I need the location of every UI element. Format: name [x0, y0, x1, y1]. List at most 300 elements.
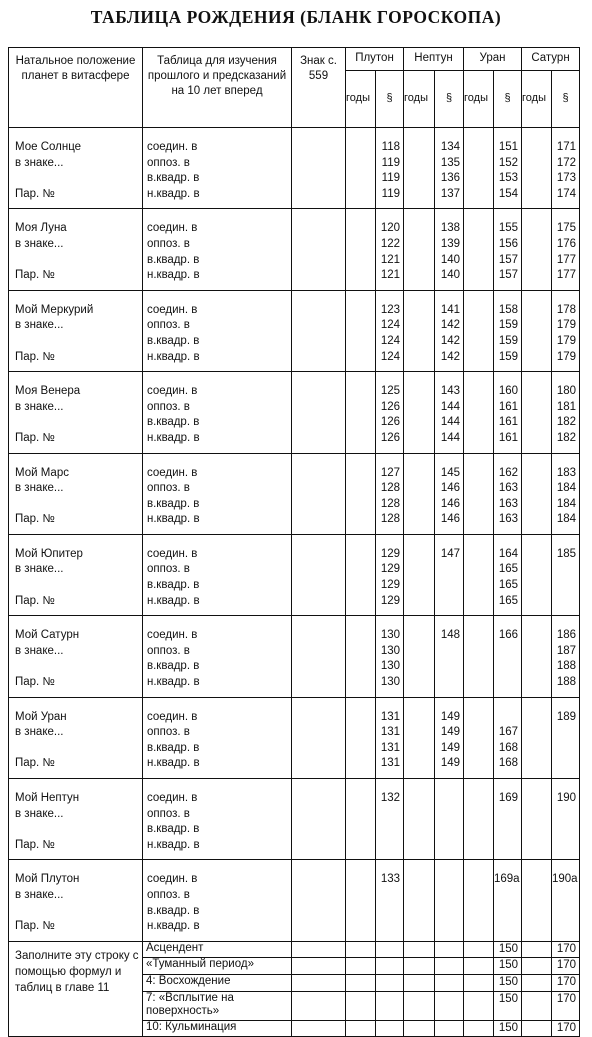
section-number: 173 — [556, 172, 576, 185]
section-number: 134 — [440, 141, 460, 153]
paragraph-prompt: Пар. № — [15, 676, 55, 689]
saturn-years-cell — [522, 128, 552, 209]
section-number: 162 — [498, 466, 518, 479]
sub-years: годы — [464, 71, 494, 128]
section-number: 149 — [440, 726, 460, 739]
section-number — [552, 741, 576, 757]
sub-years: годы — [404, 71, 435, 128]
aspects-cell — [143, 128, 292, 209]
aspect-label: в.квадр. в — [147, 660, 200, 673]
bottom-saturn-value: 170 — [552, 958, 580, 975]
section-number: 121 — [380, 269, 400, 282]
planet-name: Мой Нептун — [15, 792, 80, 804]
planet-row — [9, 453, 580, 534]
section-number: 125 — [380, 385, 400, 398]
uranus-section-cell — [494, 616, 522, 697]
section-number — [435, 644, 460, 660]
aspects-cell — [143, 209, 292, 290]
aspect-label: оппоз. в — [147, 319, 190, 332]
section-number: 159 — [498, 350, 518, 363]
section-number — [435, 791, 460, 807]
paragraph-prompt: Пар. № — [15, 350, 55, 363]
pluto-years-cell — [346, 779, 376, 860]
uranus-years-cell — [464, 616, 494, 697]
section-number — [435, 578, 460, 594]
aspect-label: н.квадр. в — [147, 350, 200, 363]
paragraph-prompt: Пар. № — [15, 513, 55, 526]
section-number: 163 — [498, 513, 518, 526]
pluto-section-cell — [376, 779, 404, 860]
saturn-section-cell — [552, 697, 580, 778]
birth-chart-table — [8, 47, 580, 1037]
section-number: 184 — [556, 482, 576, 495]
aspects-cell — [143, 697, 292, 778]
section-number — [435, 904, 460, 920]
section-number: 120 — [380, 222, 400, 235]
pluto-section-cell — [376, 372, 404, 453]
saturn-section-cell — [552, 860, 580, 941]
neptune-years-cell — [404, 453, 435, 534]
section-number: 138 — [440, 222, 460, 235]
section-number: 128 — [380, 513, 400, 526]
pluto-years-cell — [346, 372, 376, 453]
uranus-section-cell — [494, 209, 522, 290]
aspect-label: оппоз. в — [147, 482, 190, 495]
section-number: 131 — [380, 741, 400, 754]
uranus-years-cell — [464, 209, 494, 290]
planet-name: Мой Меркурий — [15, 303, 94, 316]
section-number — [376, 919, 400, 935]
saturn-years-cell — [522, 453, 552, 534]
section-number: 143 — [440, 385, 460, 398]
section-number: 165 — [498, 563, 518, 576]
sign-prompt: в знаке... — [15, 319, 64, 332]
section-number — [494, 904, 518, 920]
header-natal: Натальное положение планет в витасфере — [9, 48, 143, 128]
pluto-section-cell — [376, 860, 404, 941]
section-number: 149 — [440, 741, 460, 754]
section-number — [376, 838, 400, 854]
aspect-label: оппоз. в — [147, 563, 190, 576]
uranus-section-cell — [494, 372, 522, 453]
neptune-section-cell — [435, 453, 464, 534]
aspect-label: соедин. в — [147, 303, 198, 316]
sign-prompt: в знаке... — [15, 807, 64, 820]
neptune-years-cell — [404, 290, 435, 371]
header-uranus: Уран — [464, 48, 522, 71]
spacer — [15, 578, 142, 594]
section-number: 177 — [556, 253, 576, 266]
pluto-years-cell — [346, 128, 376, 209]
page-title: ТАБЛИЦА РОЖДЕНИЯ (БЛАНК ГОРОСКОПА) — [90, 7, 502, 27]
section-number: 131 — [380, 710, 400, 723]
neptune-section-cell — [435, 616, 464, 697]
saturn-years-cell — [522, 372, 552, 453]
uranus-years-cell — [464, 534, 494, 615]
section-number: 119 — [381, 156, 400, 169]
aspect-label: н.квадр. в — [147, 594, 200, 607]
bottom-saturn-value: 170 — [552, 974, 580, 991]
planet-name: Мое Солнце — [15, 141, 82, 153]
saturn-section-cell — [552, 779, 580, 860]
section-number: 146 — [440, 513, 460, 526]
bottom-row — [9, 941, 580, 958]
section-number: 130 — [380, 660, 400, 673]
saturn-section-cell — [552, 128, 580, 209]
section-number: 184 — [556, 513, 576, 526]
neptune-years-cell — [404, 779, 435, 860]
section-number: 130 — [380, 644, 400, 657]
aspect-label: соедин. в — [147, 792, 198, 804]
spacer — [15, 253, 142, 269]
section-number: 180 — [556, 385, 576, 398]
planet-name: Мой Сатурн — [15, 629, 80, 642]
section-number: 172 — [556, 156, 576, 169]
section-number: 169а — [494, 873, 520, 886]
section-number: 142 — [440, 319, 460, 332]
saturn-years-cell — [522, 697, 552, 778]
paragraph-prompt: Пар. № — [15, 431, 55, 444]
uranus-years-cell — [464, 453, 494, 534]
sign-prompt: в знаке... — [15, 482, 64, 495]
header-row — [9, 48, 580, 71]
section-number: 152 — [498, 156, 518, 169]
section-number: 179 — [556, 319, 576, 332]
sub-section: § — [552, 71, 580, 128]
sign-prompt: в знаке... — [15, 237, 64, 250]
saturn-years-cell — [522, 209, 552, 290]
spacer — [15, 659, 142, 675]
aspect-label: в.квадр. в — [147, 579, 200, 592]
section-number: 128 — [380, 482, 400, 495]
spacer — [15, 822, 142, 838]
section-number: 126 — [380, 400, 400, 413]
section-number — [552, 756, 576, 772]
section-number: 136 — [440, 172, 460, 185]
section-number: 142 — [440, 334, 460, 347]
section-number: 179 — [556, 350, 576, 363]
sign-prompt: в знаке... — [15, 888, 64, 901]
section-number: 156 — [498, 237, 518, 250]
section-number: 130 — [380, 676, 400, 689]
aspect-label: соедин. в — [147, 629, 198, 642]
section-number: 165 — [498, 594, 518, 607]
uranus-section-cell — [494, 779, 522, 860]
bottom-item-label: «Туманный период» — [143, 958, 292, 975]
uranus-section-cell — [494, 128, 522, 209]
aspect-label: оппоз. в — [147, 644, 190, 657]
saturn-years-cell — [522, 616, 552, 697]
paragraph-prompt: Пар. № — [15, 838, 55, 851]
sub-section: § — [494, 71, 522, 128]
header-sign: Знак с. 559 — [292, 48, 346, 128]
aspect-label: в.квадр. в — [147, 741, 200, 754]
planet-name: Мой Юпитер — [15, 547, 83, 560]
section-number: 133 — [380, 873, 400, 886]
saturn-years-cell — [522, 860, 552, 941]
sub-section: § — [435, 71, 464, 128]
section-number: 127 — [380, 466, 400, 479]
section-number: 157 — [498, 269, 518, 282]
section-number — [552, 807, 576, 823]
section-number: 167 — [498, 726, 518, 739]
aspect-label: н.квадр. в — [147, 187, 200, 200]
section-number — [435, 888, 460, 904]
section-number: 163 — [498, 497, 518, 510]
neptune-section-cell — [435, 290, 464, 371]
pluto-section-cell — [376, 534, 404, 615]
planet-name: Мой Уран — [15, 710, 67, 723]
natal-position-cell — [9, 697, 143, 778]
aspect-label: соедин. в — [147, 222, 198, 235]
aspect-label: в.квадр. в — [147, 904, 200, 917]
bottom-instruction: Заполните эту строку с помощью формул и таблиц в главе 11 — [9, 941, 143, 1036]
section-number: 185 — [556, 547, 576, 560]
section-number: 154 — [498, 187, 518, 200]
section-number: 161 — [498, 400, 518, 413]
paragraph-prompt: Пар. № — [15, 757, 55, 770]
uranus-years-cell — [464, 290, 494, 371]
bottom-saturn-value: 170 — [552, 1020, 580, 1037]
uranus-section-cell — [494, 860, 522, 941]
uranus-years-cell — [464, 372, 494, 453]
sign-cell — [292, 860, 346, 941]
section-number: 187 — [556, 644, 576, 657]
pluto-years-cell — [346, 860, 376, 941]
section-number: 182 — [556, 431, 576, 444]
bottom-item-label: Асцендент — [143, 941, 292, 958]
section-number: 140 — [440, 269, 460, 282]
section-number: 128 — [380, 497, 400, 510]
bottom-item-label: 10: Кульминация — [143, 1020, 292, 1037]
planet-row — [9, 534, 580, 615]
aspect-label: н.квадр. в — [147, 676, 200, 689]
planet-name: Мой Марс — [15, 466, 69, 479]
section-number: 144 — [440, 400, 460, 413]
section-number: 149 — [440, 710, 460, 723]
section-number — [494, 644, 518, 660]
section-number — [552, 594, 576, 610]
aspects-cell — [143, 616, 292, 697]
header-saturn: Сатурн — [522, 48, 580, 71]
section-number — [376, 888, 400, 904]
section-number: 122 — [380, 237, 400, 250]
section-number — [552, 838, 576, 854]
pluto-years-cell — [346, 697, 376, 778]
section-number — [494, 838, 518, 854]
section-number — [435, 675, 460, 691]
neptune-years-cell — [404, 209, 435, 290]
section-number — [435, 822, 460, 838]
aspect-label: в.квадр. в — [147, 253, 200, 266]
section-number — [552, 578, 576, 594]
section-number: 178 — [556, 303, 576, 316]
spacer — [15, 741, 142, 757]
section-number — [552, 919, 576, 935]
natal-position-cell — [9, 209, 143, 290]
saturn-section-cell — [552, 209, 580, 290]
section-number: 161 — [498, 416, 518, 429]
section-number — [376, 904, 400, 920]
section-number: 189 — [556, 710, 576, 723]
aspect-label: оппоз. в — [147, 237, 190, 250]
aspect-label: в.квадр. в — [147, 497, 200, 510]
section-number — [552, 888, 576, 904]
uranus-years-cell — [464, 779, 494, 860]
sign-cell — [292, 128, 346, 209]
pluto-years-cell — [346, 453, 376, 534]
sign-cell — [292, 616, 346, 697]
section-number: 119 — [381, 187, 400, 200]
section-number: 182 — [556, 416, 576, 429]
section-number: 130 — [380, 629, 400, 642]
section-number: 174 — [556, 187, 576, 200]
sign-prompt: в знаке... — [15, 726, 64, 739]
aspects-cell — [143, 779, 292, 860]
section-number — [494, 822, 518, 838]
uranus-section-cell — [494, 534, 522, 615]
neptune-years-cell — [404, 860, 435, 941]
aspect-label: н.квадр. в — [147, 838, 200, 851]
section-number: 147 — [440, 547, 460, 560]
section-number: 176 — [556, 237, 576, 250]
section-number: 186 — [556, 629, 576, 642]
aspect-label: в.квадр. в — [147, 334, 200, 347]
pluto-section-cell — [376, 697, 404, 778]
section-number: 139 — [440, 237, 460, 250]
section-number: 159 — [498, 334, 518, 347]
aspect-label: соедин. в — [147, 466, 198, 479]
section-number — [552, 562, 576, 578]
uranus-years-cell — [464, 697, 494, 778]
aspects-cell — [143, 453, 292, 534]
pluto-years-cell — [346, 290, 376, 371]
section-number: 159 — [498, 319, 518, 332]
sign-cell — [292, 209, 346, 290]
section-number: 131 — [380, 757, 400, 770]
spacer — [15, 334, 142, 350]
pluto-section-cell — [376, 128, 404, 209]
section-number — [435, 838, 460, 854]
section-number: 168 — [498, 741, 518, 754]
section-number: 165 — [498, 579, 518, 592]
section-number: 149 — [440, 757, 460, 770]
aspect-label: оппоз. в — [147, 400, 190, 413]
section-number: 124 — [380, 319, 400, 332]
section-number — [435, 562, 460, 578]
bottom-uranus-value: 150 — [494, 1020, 522, 1037]
section-number — [552, 725, 576, 741]
section-number: 190 — [556, 792, 576, 804]
sign-prompt: в знаке... — [15, 563, 64, 576]
saturn-section-cell — [552, 453, 580, 534]
pluto-years-cell — [346, 534, 376, 615]
sign-cell — [292, 534, 346, 615]
section-number: 129 — [380, 547, 400, 560]
sign-cell — [292, 372, 346, 453]
uranus-section-cell — [494, 290, 522, 371]
sign-prompt: в знаке... — [15, 400, 64, 413]
aspects-cell — [143, 860, 292, 941]
uranus-years-cell — [464, 128, 494, 209]
section-number: 188 — [556, 660, 576, 673]
section-number — [494, 659, 518, 675]
uranus-section-cell — [494, 453, 522, 534]
header-pluto: Плутон — [346, 48, 404, 71]
section-number: 164 — [498, 547, 518, 560]
spacer — [15, 497, 142, 513]
aspects-cell — [143, 534, 292, 615]
neptune-section-cell — [435, 697, 464, 778]
section-number: 160 — [498, 385, 518, 398]
neptune-section-cell — [435, 860, 464, 941]
aspect-label: соедин. в — [147, 710, 198, 723]
uranus-years-cell — [464, 860, 494, 941]
planet-name: Моя Луна — [15, 222, 67, 235]
sign-prompt: в знаке... — [15, 156, 64, 169]
saturn-years-cell — [522, 779, 552, 860]
sign-cell — [292, 697, 346, 778]
section-number: 163 — [498, 482, 518, 495]
neptune-section-cell — [435, 209, 464, 290]
pluto-section-cell — [376, 453, 404, 534]
section-number: 119 — [381, 172, 400, 185]
aspect-label: н.квадр. в — [147, 513, 200, 526]
section-number: 155 — [498, 222, 518, 235]
section-number: 166 — [498, 629, 518, 642]
saturn-section-cell — [552, 290, 580, 371]
header-table: Таблица для изучения прошлого и предсказаний на 10 лет вперед — [143, 48, 292, 128]
aspect-label: соедин. в — [147, 385, 198, 398]
section-number: 131 — [380, 726, 400, 739]
saturn-section-cell — [552, 372, 580, 453]
planet-row — [9, 697, 580, 778]
pluto-section-cell — [376, 209, 404, 290]
aspect-label: соедин. в — [147, 141, 198, 153]
section-number — [435, 807, 460, 823]
saturn-section-cell — [552, 534, 580, 615]
section-number — [435, 872, 460, 888]
section-number — [435, 919, 460, 935]
section-number: 183 — [556, 466, 576, 479]
paragraph-prompt: Пар. № — [15, 920, 55, 933]
aspect-label: в.квадр. в — [147, 823, 200, 836]
section-number: 126 — [380, 431, 400, 444]
saturn-years-cell — [522, 290, 552, 371]
paragraph-prompt: Пар. № — [15, 269, 55, 282]
aspect-label: н.квадр. в — [147, 431, 200, 444]
bottom-saturn-value: 170 — [552, 941, 580, 958]
aspect-label: оппоз. в — [147, 156, 190, 169]
section-number: 129 — [380, 579, 400, 592]
planet-row — [9, 128, 580, 209]
section-number: 144 — [440, 431, 460, 444]
section-number: 129 — [380, 594, 400, 607]
section-number: 124 — [380, 334, 400, 347]
planet-row — [9, 779, 580, 860]
section-number — [494, 919, 518, 935]
natal-position-cell — [9, 616, 143, 697]
spacer — [15, 904, 142, 920]
section-number — [494, 888, 518, 904]
natal-position-cell — [9, 290, 143, 371]
section-number: 158 — [498, 303, 518, 316]
section-number: 161 — [498, 431, 518, 444]
section-number: 181 — [556, 400, 576, 413]
bottom-uranus-value: 150 — [494, 991, 522, 1020]
saturn-years-cell — [522, 534, 552, 615]
bottom-uranus-value: 150 — [494, 958, 522, 975]
